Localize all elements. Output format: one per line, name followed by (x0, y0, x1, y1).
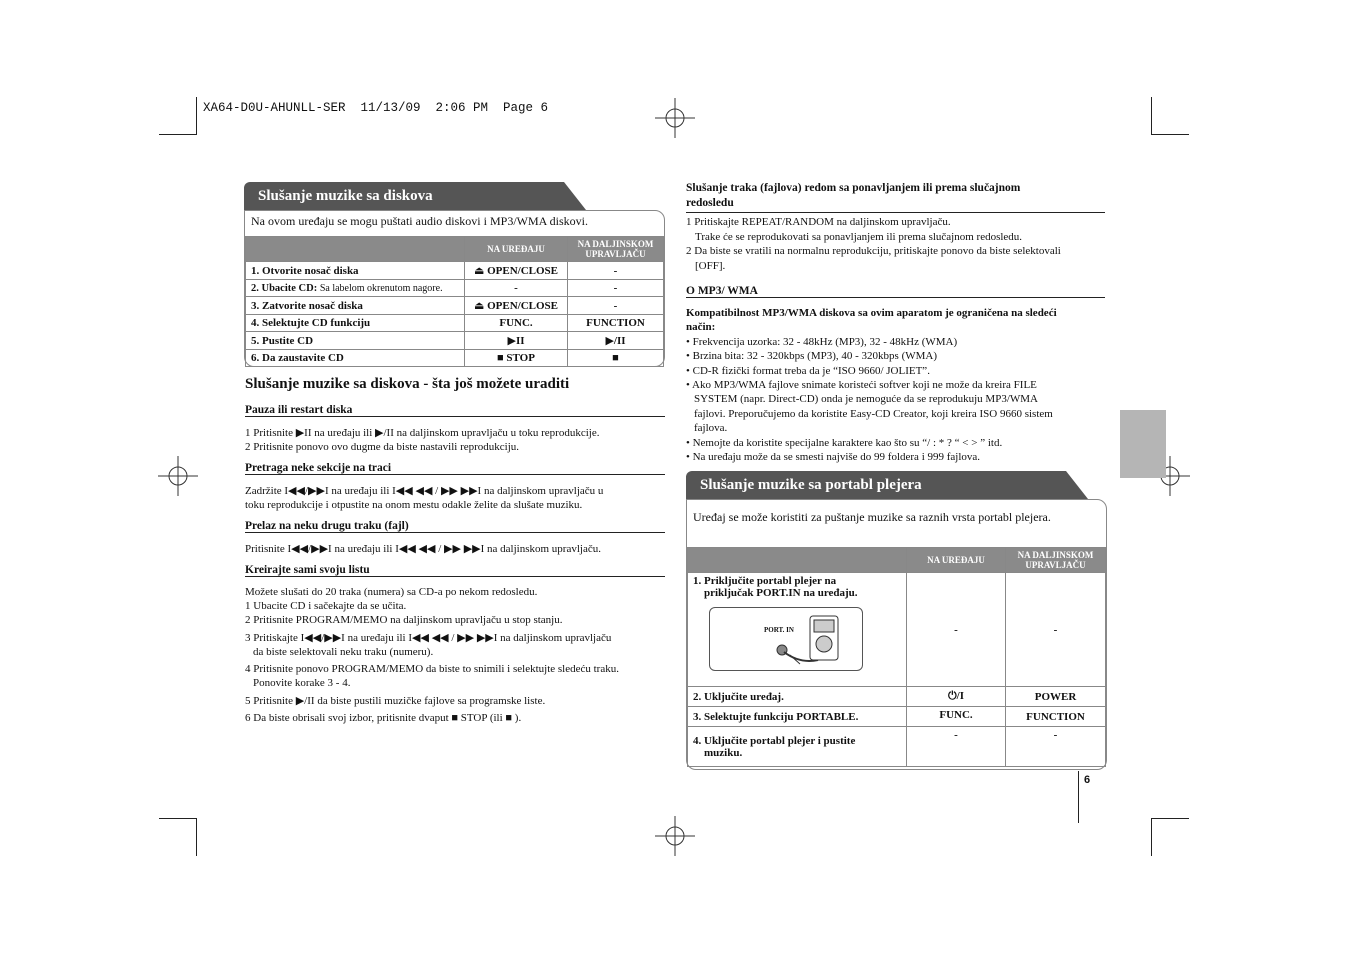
paragraph: toku reprodukcije i otpustite na onom mestu odakle želite da slušate muziku. (245, 499, 583, 511)
col-remote: NA DALJINSKOM UPRAVLJAČU (1006, 548, 1106, 573)
paragraph: 2 Pritisnite ponovo ovo dugme da biste nastavili reprodukciju. (245, 441, 520, 453)
list-item: • Ako MP3/WMA fajlove snimate koristeći softver koji ne može da kreira FILE (686, 379, 1037, 391)
sub-heading: redosledu (686, 197, 734, 209)
paragraph: Pritisnite I◀◀/▶▶I na uređaju ili I◀◀ ◀◀ / ▶▶ ▶▶I na daljinskom upravljaču. (245, 543, 601, 555)
intro-text: Uređaj se može koristiti za puštanje muzike sa raznih vrsta portabl plejera. (693, 510, 1051, 524)
list-item: • CD-R fizički format treba da je “ISO 9660/ JOLIET”. (686, 365, 930, 377)
section-title: Slušanje muzike sa diskova - šta još možete uraditi (245, 376, 570, 392)
sub-heading: Prelaz na neku drugu traku (fajl) (245, 520, 665, 533)
paragraph: Ponovite korake 3 - 4. (253, 677, 351, 689)
list-item: fajlovi. Preporučujemo da koristite Easy-CD Creator, koji kreira ISO 9660 sistem (694, 408, 1053, 420)
registration-mark-icon (655, 816, 695, 856)
col-device: NA UREĐAJU (465, 237, 568, 262)
paragraph: 1 Pritiskajte REPEAT/RANDOM na daljinskom upravljaču. (686, 216, 951, 228)
paragraph: način: (686, 321, 716, 333)
paragraph: da biste selektovali neku traku (numeru). (253, 646, 434, 658)
table-row: 5. Pustite CD ▶II ▶/II (246, 332, 664, 350)
paragraph: Zadržite I◀◀/▶▶I na uređaju ili I◀◀ ◀◀ / ▶▶ ▶▶I na daljinskom upravljaču u (245, 485, 604, 497)
paragraph: [OFF]. (695, 260, 726, 272)
section-title: Slušanje muzike sa diskova (244, 182, 564, 210)
list-item: • Nemojte da koristite specijalne karaktere kao što su “/ : * ? “ < > ” itd. (686, 437, 1003, 449)
sub-heading: Pretraga neke sekcije na traci (245, 462, 665, 475)
registration-mark-icon (158, 456, 198, 496)
crop-mark (196, 818, 197, 856)
rule (686, 212, 1105, 213)
table-row: 3. Selektujte funkciju PORTABLE. FUNC. FUNCTION (688, 707, 1106, 727)
paragraph: 4 Pritisnite ponovo PROGRAM/MEMO da biste to snimili i selektujte sledeću traku. (245, 663, 619, 675)
sub-heading: Kreirajte sami svoju listu (245, 564, 665, 577)
paragraph: Možete slušati do 20 traka (numera) sa CD-a po nekom redosledu. (245, 586, 538, 598)
intro-text: Na ovom uređaju se mogu puštati audio diskovi i MP3/WMA diskovi. (251, 214, 588, 228)
disc-table (245, 236, 664, 367)
port-label: PORT. IN (764, 626, 794, 634)
crop-mark (159, 134, 197, 135)
page-number: 6 (1084, 774, 1091, 786)
crop-mark (196, 97, 197, 135)
portable-table (687, 547, 1106, 767)
section-title: Slušanje muzike sa portabl plejera (686, 471, 1066, 499)
paragraph: 2 Da biste se vratili na normalnu reprodukciju, pritiskajte ponovo da biste selektovali (686, 245, 1061, 257)
sub-heading: Pauza ili restart diska (245, 404, 665, 417)
col-remote: NA DALJINSKOM UPRAVLJAČU (568, 237, 664, 262)
table-row: 3. Zatvorite nosač diska ⏏ OPEN/CLOSE - (246, 297, 664, 315)
list-item: SYSTEM (napr. Direct-CD) onda je nemoguće da se reprodukuju MP3/WMA (694, 393, 1038, 405)
crop-mark (1151, 134, 1189, 135)
table-row: 4. Uključite portabl plejer i pustite muziku. - - (688, 727, 1106, 767)
portable-player-icon (770, 612, 860, 668)
paragraph: Trake će se reprodukovati sa ponavljanjem ili prema slučajnom redosledu. (695, 231, 1023, 243)
sub-heading: O MP3/ WMA (686, 285, 1105, 298)
paragraph: 3 Pritiskajte I◀◀/▶▶I na uređaju ili I◀◀ ◀◀ / ▶▶ ▶▶I na daljinskom upravljaču (245, 632, 612, 644)
chapter-tab (1120, 410, 1166, 478)
page-number-rule (1078, 771, 1079, 823)
sub-heading: Slušanje traka (fajlova) redom sa ponavljanjem ili prema slučajnom (686, 182, 1021, 194)
paragraph: Kompatibilnost MP3/WMA diskova sa ovim aparatom je ograničena na sledeći (686, 307, 1057, 319)
crop-mark (1151, 97, 1152, 135)
table-row: 1. Priključite portabl plejer na priključak PORT.IN na uređaju. PORT. IN - - (688, 573, 1106, 687)
table-row: 4. Selektujte CD funkciju FUNC. FUNCTION (246, 315, 664, 332)
port-in-diagram (709, 607, 863, 671)
list-item: • Frekvencija uzorka: 32 - 48kHz (MP3), 32 - 48kHz (WMA) (686, 336, 958, 348)
paragraph: 1 Ubacite CD i sačekajte da se učita. (245, 600, 407, 612)
registration-mark-icon (655, 98, 695, 138)
paragraph: 5 Pritisnite ▶/II da biste pustili muzičke fajlove sa programske liste. (245, 695, 546, 707)
list-item: fajlova. (694, 422, 728, 434)
table-row: 2. Ubacite CD: Sa labelom okrenutom nagore. - - (246, 280, 664, 297)
paragraph: 2 Pritisnite PROGRAM/MEMO na daljinskom upravljaču u stop stanju. (245, 614, 563, 626)
list-item: • Brzina bita: 32 - 320kbps (MP3), 40 - 320kbps (WMA) (686, 350, 938, 362)
crop-mark (1151, 818, 1189, 819)
table-row: 6. Da zaustavite CD ■ STOP ■ (246, 350, 664, 367)
print-slug: XA64-D0U-AHUNLL-SER 11/13/09 2:06 PM Page 6 (203, 101, 549, 115)
paragraph: 1 Pritisnite ▶II na uređaju ili ▶/II na daljinskom upravljaču u toku reprodukcije. (245, 427, 600, 439)
paragraph: 6 Da biste obrisali svoj izbor, pritisnite dvaput ■ STOP (ili ■ ). (245, 712, 522, 724)
crop-mark (159, 818, 197, 819)
list-item: • Na uređaju može da se smesti najviše do 99 foldera i 999 fajlova. (686, 451, 981, 463)
col-device: NA UREĐAJU (907, 548, 1006, 573)
crop-mark (1151, 818, 1152, 856)
table-row: 1. Otvorite nosač diska ⏏ OPEN/CLOSE - (246, 262, 664, 280)
table-row: 2. Uključite uređaj. ⏻/I POWER (688, 687, 1106, 707)
